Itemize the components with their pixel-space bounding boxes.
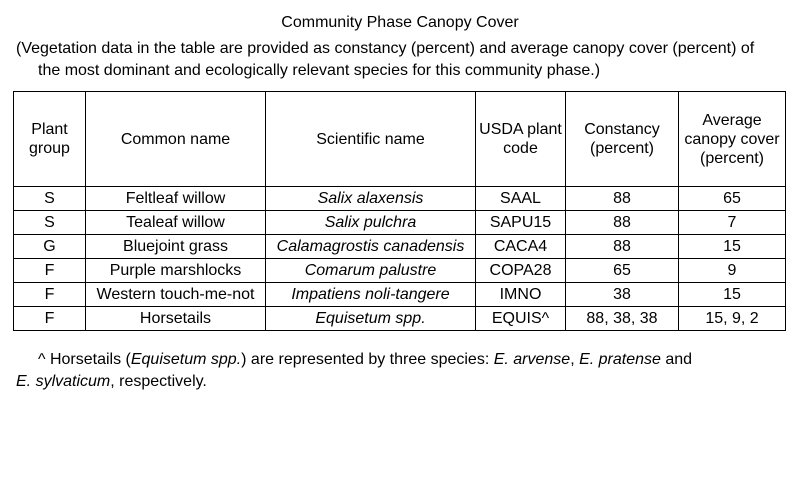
page-title: Community Phase Canopy Cover (281, 14, 519, 31)
cell-scientific-name: Comarum palustre (266, 259, 476, 283)
footnote-suffix: , respectively. (110, 373, 207, 390)
footnote (16, 349, 786, 393)
canopy-cover-table (13, 91, 786, 331)
cell-common-name: Horsetails (86, 307, 266, 331)
footnote-middle: ) are represented by three species: (241, 351, 494, 368)
table-row (14, 211, 786, 235)
cell-usda-code: CACA4 (476, 235, 566, 259)
cell-constancy: 65 (566, 259, 679, 283)
table-row (14, 235, 786, 259)
header-plant-group: Plant group (14, 92, 86, 187)
table-row (14, 307, 786, 331)
header-common-name: Common name (86, 92, 266, 187)
header-row (14, 92, 786, 187)
cell-common-name: Purple marshlocks (86, 259, 266, 283)
header-constancy: Constancy (percent) (566, 92, 679, 187)
cell-plant-group: S (14, 187, 86, 211)
cell-canopy-cover: 65 (679, 187, 786, 211)
cell-canopy-cover: 15 (679, 283, 786, 307)
cell-common-name: Western touch-me-not (86, 283, 266, 307)
intro-paragraph (16, 38, 796, 82)
cell-plant-group: G (14, 235, 86, 259)
cell-constancy: 88, 38, 38 (566, 307, 679, 331)
footnote-line-2 (16, 373, 207, 390)
cell-usda-code: SAAL (476, 187, 566, 211)
table-row (14, 187, 786, 211)
table-row (14, 283, 786, 307)
cell-constancy: 88 (566, 187, 679, 211)
footnote-line-1 (16, 349, 786, 371)
footnote-prefix: ^ Horsetails ( (38, 351, 131, 368)
footnote-species-1: E. arvense (493, 351, 571, 368)
cell-constancy: 88 (566, 235, 679, 259)
cell-plant-group: F (14, 259, 86, 283)
cell-canopy-cover: 15 (679, 235, 786, 259)
cell-usda-code: COPA28 (476, 259, 566, 283)
cell-plant-group: S (14, 211, 86, 235)
cell-canopy-cover: 15, 9, 2 (679, 307, 786, 331)
cell-scientific-name: Salix pulchra (266, 211, 476, 235)
cell-plant-group: F (14, 307, 86, 331)
table-header (14, 92, 786, 187)
cell-scientific-name: Salix alaxensis (266, 187, 476, 211)
footnote-species-3: E. sylvaticum (16, 373, 111, 390)
cell-plant-group: F (14, 283, 86, 307)
table-body (14, 187, 786, 331)
cell-usda-code: IMNO (476, 283, 566, 307)
cell-scientific-name: Equisetum spp. (266, 307, 476, 331)
header-scientific-name: Scientific name (266, 92, 476, 187)
cell-scientific-name: Impatiens noli-tangere (266, 283, 476, 307)
cell-canopy-cover: 7 (679, 211, 786, 235)
header-canopy-cover: Average canopy cover (percent) (679, 92, 786, 187)
cell-constancy: 38 (566, 283, 679, 307)
table-row (14, 259, 786, 283)
cell-common-name: Tealeaf willow (86, 211, 266, 235)
cell-usda-code: SAPU15 (476, 211, 566, 235)
cell-common-name: Feltleaf willow (86, 187, 266, 211)
cell-common-name: Bluejoint grass (86, 235, 266, 259)
cell-scientific-name: Calamagrostis canadensis (266, 235, 476, 259)
cell-constancy: 88 (566, 211, 679, 235)
footnote-sep-1: , (570, 351, 580, 368)
intro-line-2: the most dominant and ecologically relevant species for this community phase.) (38, 62, 601, 79)
cell-usda-code: EQUIS^ (476, 307, 566, 331)
footnote-genus: Equisetum spp. (130, 351, 242, 368)
intro-line-1: (Vegetation data in the table are provided as constancy (percent) and average canopy cover (percent) of (16, 40, 755, 57)
cell-canopy-cover: 9 (679, 259, 786, 283)
footnote-sep-2: and (660, 351, 693, 368)
footnote-species-2: E. pratense (579, 351, 661, 368)
header-usda-code: USDA plant code (476, 92, 566, 187)
